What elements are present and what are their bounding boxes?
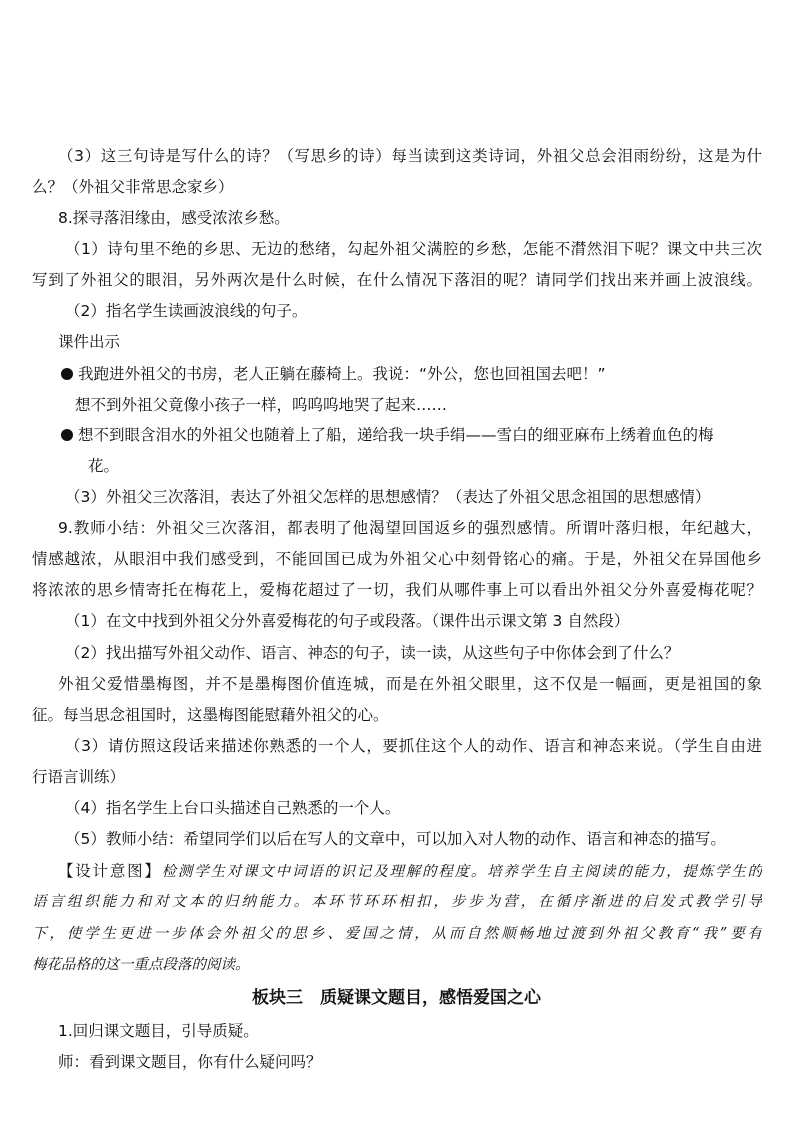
paragraph-9-3-line2: 行语言训练） <box>32 768 126 786</box>
paragraph-9-line2: 情感越浓，从眼泪中我们感受到，不能回国已成为外祖父心中刻骨铭心的痛。于是，外祖父在异国他乡 <box>32 550 762 568</box>
design-intent-line1 <box>58 861 762 882</box>
bullet-1-line2: 想不到外祖父竟像小孩子一样，呜呜呜地哭了起来…… <box>75 396 448 414</box>
paragraph-9-line3: 将浓浓的思乡情寄托在梅花上，爱梅花超过了一切，我们从哪件事上可以看出外祖父分外喜爱梅花呢？ <box>32 581 762 599</box>
paragraph-8-2: （2）指名学生读画波浪线的句子。 <box>65 302 308 320</box>
bullet-2-line1: 想不到眼含泪水的外祖父也随着上了船，递给我一块手绢——雪白的细亚麻布上绣着血色的梅 <box>78 426 714 444</box>
section-3-item-1: 1.回归课文题目，引导质疑。 <box>58 1022 259 1040</box>
paragraph-9-line1: 9.教师小结：外祖父三次落泪，都表明了他渴望回国返乡的强烈感情。所谓叶落归根，年纪越大， <box>58 519 762 537</box>
design-intent-text: 检测学生对课文中词语的识记及理解的程度。培养学生自主阅读的能力，提炼学生的 <box>161 864 762 880</box>
design-intent-line3: 下，使学生更进一步体会外祖父的思乡、爱国之情，从而自然顺畅地过渡到外祖父教育“我”要有 <box>32 926 762 942</box>
paragraph-q3-line2: 么？（外祖父非常思念家乡） <box>32 178 234 196</box>
courseware-label: 课件出示 <box>58 333 121 351</box>
section-3-item-2: 师：看到课文题目，你有什么疑问吗？ <box>58 1053 322 1071</box>
bullet-1-line1: 我跑进外祖父的书房，老人正躺在藤椅上。我说：“外公，您也回祖国去吧！” <box>78 365 606 383</box>
paragraph-9-5: （5）教师小结：希望同学们以后在写人的文章中，可以加入对人物的动作、语言和神态的描写。 <box>65 830 726 848</box>
paragraph-8-3: （3）外祖父三次落泪，表达了外祖父怎样的思想感情？（表达了外祖父思念祖国的思想感情） <box>65 488 711 506</box>
design-intent-tag: 【设计意图】 <box>58 862 162 880</box>
bullet-dot-icon <box>61 429 73 441</box>
design-intent-line2: 语言组织能力和对文本的归纳能力。本环节环环相扣，步步为营，在循序渐进的启发式教学引导 <box>32 894 762 910</box>
design-intent-line4: 梅花品格的这一重点段落的阅读。 <box>32 957 250 973</box>
paragraph-plum-line1: 外祖父爱惜墨梅图，并不是墨梅图价值连城，而是在外祖父眼里，这不仅是一幅画，更是祖国的象 <box>58 675 762 693</box>
paragraph-9-2: （2）找出描写外祖父动作、语言、神态的句子，读一读，从这些句子中你体会到了什么？ <box>65 644 680 662</box>
section-3-title: 板块三 质疑课文题目，感悟爱国之心 <box>252 988 541 1008</box>
paragraph-8-1-line1: （1）诗句里不绝的乡思、无边的愁绪，勾起外祖父满腔的乡愁，怎能不潸然泪下呢？课文中共三次 <box>65 240 762 258</box>
paragraph-9-4: （4）指名学生上台口头描述自己熟悉的一个人。 <box>65 799 401 817</box>
bullet-dot-icon <box>61 368 73 380</box>
bullet-2-line2: 花。 <box>88 457 120 475</box>
section-8-heading: 8.探寻落泪缘由，感受浓浓乡愁。 <box>58 209 290 227</box>
paragraph-9-3-line1: （3）请仿照这段话来描述你熟悉的一个人，要抓住这个人的动作、语言和神态来说。（学生自由进 <box>65 737 762 755</box>
paragraph-8-1-line2: 写到了外祖父的眼泪，另外两次是什么时候，在什么情况下落泪的呢？请同学们找出来并画上波浪线。 <box>32 271 762 289</box>
paragraph-plum-line2: 征。每当思念祖国时，这墨梅图能慰藉外祖父的心。 <box>32 706 389 724</box>
paragraph-9-1: （1）在文中找到外祖父分外喜爱梅花的句子或段落。（课件出示课文第 3 自然段） <box>65 612 630 630</box>
paragraph-q3-line1: （3）这三句诗是写什么的诗？（写思乡的诗）每当读到这类诗词，外祖父总会泪雨纷纷，这是为什 <box>58 147 762 165</box>
